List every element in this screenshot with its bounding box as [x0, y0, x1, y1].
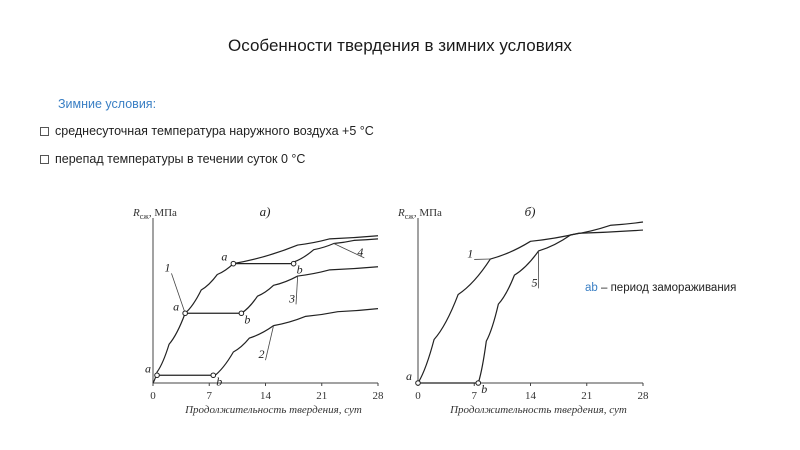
x-tick-label: 21 — [581, 390, 593, 402]
point-a-marker — [183, 311, 188, 316]
y-axis-label: $R_{сж}$, МПа — [398, 207, 442, 221]
series-line — [478, 222, 643, 383]
point-b-label: b — [481, 382, 488, 396]
point-a-label: a — [406, 369, 412, 383]
note-ab: ab — [585, 282, 598, 294]
bullet-text: перепад температуры в течении суток 0 °С — [55, 152, 306, 166]
x-tick-label: 21 — [316, 390, 328, 402]
point-a-label: a — [173, 299, 180, 314]
series-label: 2 — [258, 347, 265, 362]
point-b-label: b — [244, 312, 251, 327]
x-axis-title: Продолжительность твердения, сут — [450, 404, 627, 416]
note-text: – период замораживания — [597, 282, 737, 294]
series-line — [213, 309, 378, 377]
x-tick-label: 7 — [471, 390, 477, 402]
freeze-period-note — [585, 282, 736, 294]
point-b-label: b — [216, 374, 223, 389]
x-tick-label: 7 — [206, 390, 212, 402]
panel-label: а) — [259, 204, 271, 219]
y-axis-label: $R_{сж}$, МПа — [133, 207, 177, 221]
point-a-label: a — [221, 249, 228, 264]
series-line — [294, 239, 378, 262]
point-b-marker — [211, 373, 216, 378]
series-line — [418, 230, 643, 383]
x-tick-label: 28 — [372, 390, 384, 402]
point-a-marker — [155, 373, 160, 378]
panel-label: б) — [524, 204, 536, 219]
x-tick-label: 0 — [415, 390, 421, 402]
series-label: 4 — [357, 244, 364, 259]
x-tick-label: 0 — [150, 390, 156, 402]
point-b-label: b — [296, 262, 303, 277]
winter-conditions-heading: Зимние условия: — [58, 97, 157, 111]
point-b-marker — [476, 381, 481, 386]
bullet-text: среднесуточная температура наружного воздуха +5 °С — [55, 124, 374, 138]
series-leader-line — [296, 276, 298, 304]
x-axis-title: Продолжительность твердения, сут — [185, 404, 362, 416]
x-tick-label: 14 — [525, 390, 536, 402]
series-label: 5 — [531, 275, 538, 290]
series-line — [241, 267, 378, 314]
point-a-marker — [416, 381, 421, 386]
point-b-marker — [291, 261, 296, 266]
point-a-label: a — [145, 361, 152, 376]
series-label: 1 — [164, 260, 171, 275]
series-line — [153, 264, 233, 383]
slide-title: Особенности твердения в зимних условиях — [228, 36, 572, 55]
x-tick-label: 28 — [637, 390, 649, 402]
point-b-marker — [239, 311, 244, 316]
series-label: 3 — [289, 291, 296, 306]
series-label: 1 — [467, 246, 474, 261]
x-tick-label: 14 — [260, 390, 271, 402]
point-a-marker — [231, 261, 236, 266]
